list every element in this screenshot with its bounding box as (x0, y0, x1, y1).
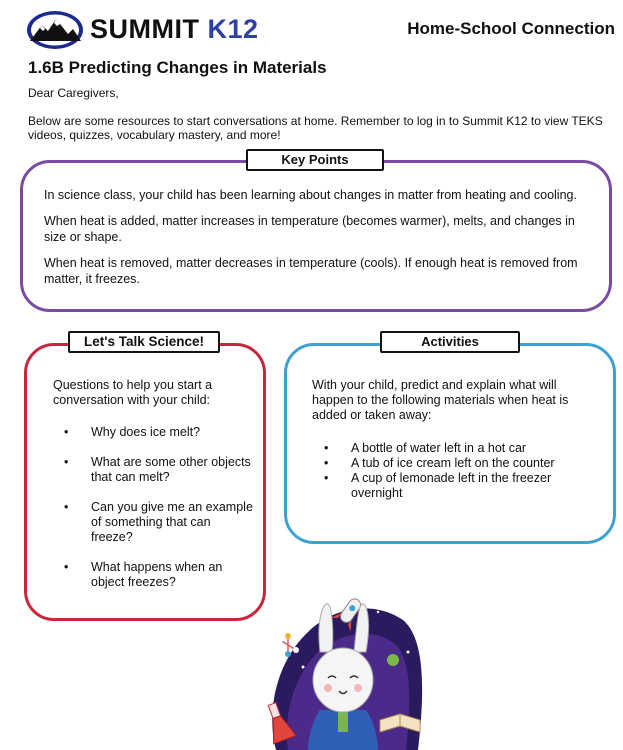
question-list (53, 425, 253, 605)
intro-text: Below are some resources to start conversations at home. Remember to log in to Summit K12 to view TEKS videos, quizzes, vocabulary mastery, and more! (28, 114, 603, 142)
key-points-label: Key Points (246, 149, 384, 171)
lets-talk-science-label: Let's Talk Science! (68, 331, 220, 353)
activities-label: Activities (380, 331, 520, 353)
mountain-logo-icon (26, 10, 84, 50)
activity-item: • A bottle of water left in a hot car (312, 441, 602, 456)
question-item: • Why does ice melt? (53, 425, 253, 440)
key-point-paragraph: When heat is removed, matter decreases in temperature (cools). If enough heat is removed from matter, it freezes. (44, 256, 578, 286)
summit-k12-logo (26, 10, 259, 50)
logo-word: SUMMIT (90, 14, 200, 44)
key-points-text (44, 187, 599, 297)
lets-talk-intro: Questions to help you start a conversation with your child: (53, 378, 213, 407)
question-item: • Can you give me an example of something that can freeze? (53, 500, 253, 545)
logo-accent: K12 (207, 14, 259, 44)
space-bunny-mascot-illustration (258, 592, 428, 750)
greeting: Dear Caregivers, (28, 86, 119, 100)
logo-wordmark (90, 14, 259, 45)
activity-item: • A cup of lemonade left in the freezer overnight (312, 471, 602, 501)
question-item: • What happens when an object freezes? (53, 560, 253, 590)
page-title: 1.6B Predicting Changes in Materials (28, 58, 327, 77)
section-title: Home-School Connection (407, 19, 615, 38)
key-point-paragraph: In science class, your child has been learning about changes in matter from heating and cooling. (44, 188, 577, 202)
key-point-paragraph: When heat is added, matter increases in temperature (becomes warmer), melts, and changes in size or shape. (44, 214, 575, 244)
question-item: • What are some other objects that can melt? (53, 455, 253, 485)
activity-item: • A tub of ice cream left on the counter (312, 456, 602, 471)
activities-intro: With your child, predict and explain what will happen to the following materials when heat is added or taken away: (312, 378, 569, 422)
activity-list (312, 441, 602, 501)
